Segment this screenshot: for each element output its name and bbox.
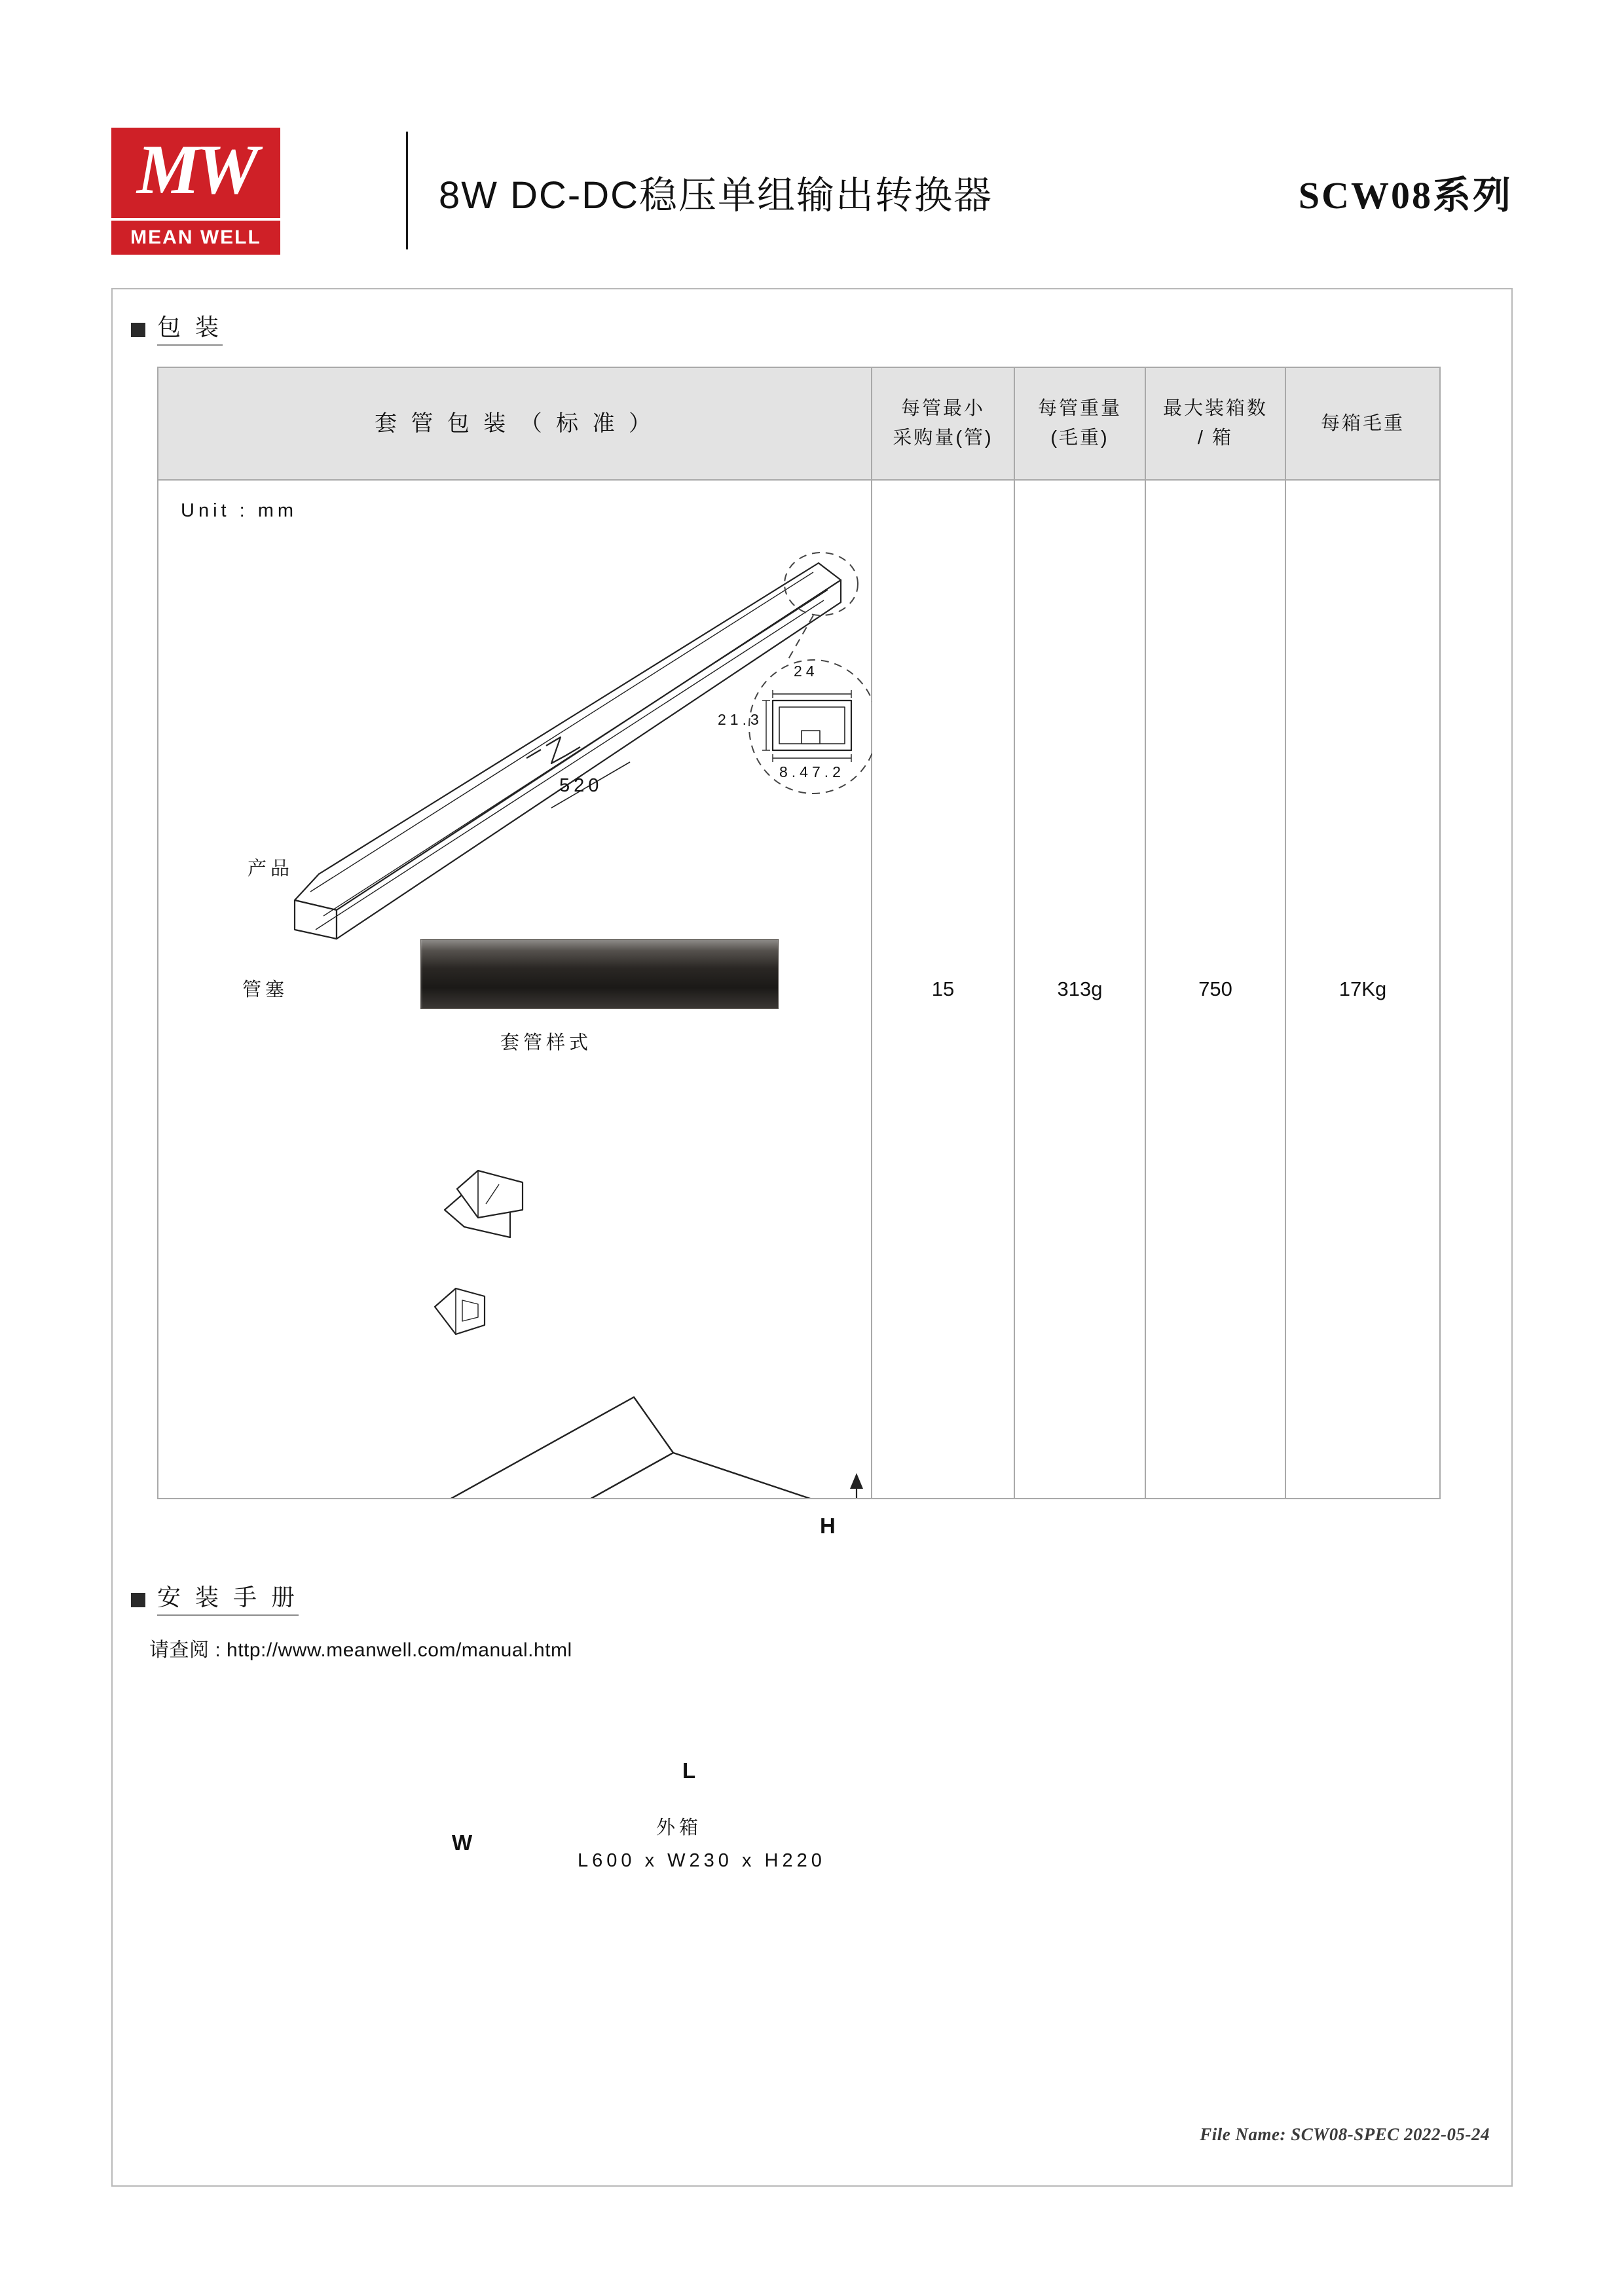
value-max-per-carton: 750 bbox=[1198, 977, 1232, 1000]
header-cell-tube-weight bbox=[1015, 368, 1146, 479]
header-text-min-order-line2: 采购量(管) bbox=[893, 428, 993, 448]
label-product: 产品 bbox=[248, 858, 294, 879]
tube-sample-photo bbox=[420, 939, 779, 1009]
bullet-square-icon bbox=[131, 323, 145, 337]
label-cross-height: 21.3 bbox=[718, 711, 763, 728]
logo-brand-name: MEAN WELL bbox=[130, 227, 261, 248]
header-text-min-order-line1: 每管最小 bbox=[900, 398, 985, 420]
section-heading-manual bbox=[131, 1584, 299, 1616]
label-cross-width: 24 bbox=[794, 663, 819, 680]
value-cell-min-order bbox=[872, 481, 1015, 1498]
label-cross-inner: 8.47.2 bbox=[779, 763, 845, 780]
label-carton-dims: L600 x W230 x H220 bbox=[578, 1850, 826, 1871]
logo-name-box bbox=[111, 218, 280, 255]
page-header bbox=[111, 128, 1513, 259]
bullet-square-icon bbox=[131, 1593, 145, 1607]
logo-mw-text: MW bbox=[136, 131, 255, 209]
series-name: SCW08系列 bbox=[1298, 174, 1513, 217]
value-cell-tube-weight bbox=[1015, 481, 1146, 1498]
header-divider bbox=[406, 132, 408, 249]
header-cell-min-order bbox=[872, 368, 1015, 479]
header-text-tube-packing: 套 管 包 装 （ 标 准 ） bbox=[374, 410, 655, 436]
label-carton: 外箱 bbox=[656, 1817, 703, 1838]
value-cell-carton-weight bbox=[1286, 481, 1439, 1498]
header-text-tube-weight-line2: (毛重) bbox=[1050, 428, 1109, 448]
value-carton-weight: 17Kg bbox=[1338, 977, 1387, 1000]
value-cell-max-per-carton bbox=[1146, 481, 1286, 1498]
header-text-max-per-carton-line2: / 箱 bbox=[1197, 428, 1234, 448]
label-tube-length: 520 bbox=[559, 775, 603, 796]
section-label-manual: 安 装 手 册 bbox=[157, 1584, 299, 1616]
header-cell-tube-packing bbox=[158, 368, 872, 479]
page-title: 8W DC-DC稳压单组输出转换器 bbox=[439, 174, 993, 217]
value-tube-weight: 313g bbox=[1057, 977, 1103, 1000]
footer-file-name: File Name: SCW08-SPEC 2022-05-24 bbox=[1200, 2124, 1490, 2144]
section-heading-packing bbox=[131, 314, 223, 346]
logo-mark-box bbox=[111, 128, 280, 218]
header-text-carton-weight: 每箱毛重 bbox=[1320, 412, 1405, 434]
manual-link-text[interactable]: 请查阅 : http://www.meanwell.com/manual.html bbox=[149, 1639, 572, 1661]
header-cell-carton-weight bbox=[1286, 368, 1439, 479]
header-text-tube-weight-line1: 每管重量 bbox=[1037, 398, 1122, 420]
section-label-packing: 包 装 bbox=[157, 314, 223, 346]
label-plug: 管塞 bbox=[242, 979, 289, 1000]
meanwell-logo bbox=[111, 128, 280, 252]
label-carton-w: W bbox=[452, 1831, 477, 1855]
label-carton-h: H bbox=[820, 1514, 840, 1538]
unit-label: Unit : mm bbox=[181, 500, 298, 521]
label-tube-sample: 套管样式 bbox=[500, 1032, 593, 1053]
packing-table-header-row bbox=[158, 368, 1439, 481]
header-text-max-per-carton-line1: 最大装箱数 bbox=[1162, 398, 1268, 420]
label-carton-l: L bbox=[682, 1758, 700, 1783]
header-cell-max-per-carton bbox=[1146, 368, 1286, 479]
value-min-order: 15 bbox=[931, 977, 955, 1000]
